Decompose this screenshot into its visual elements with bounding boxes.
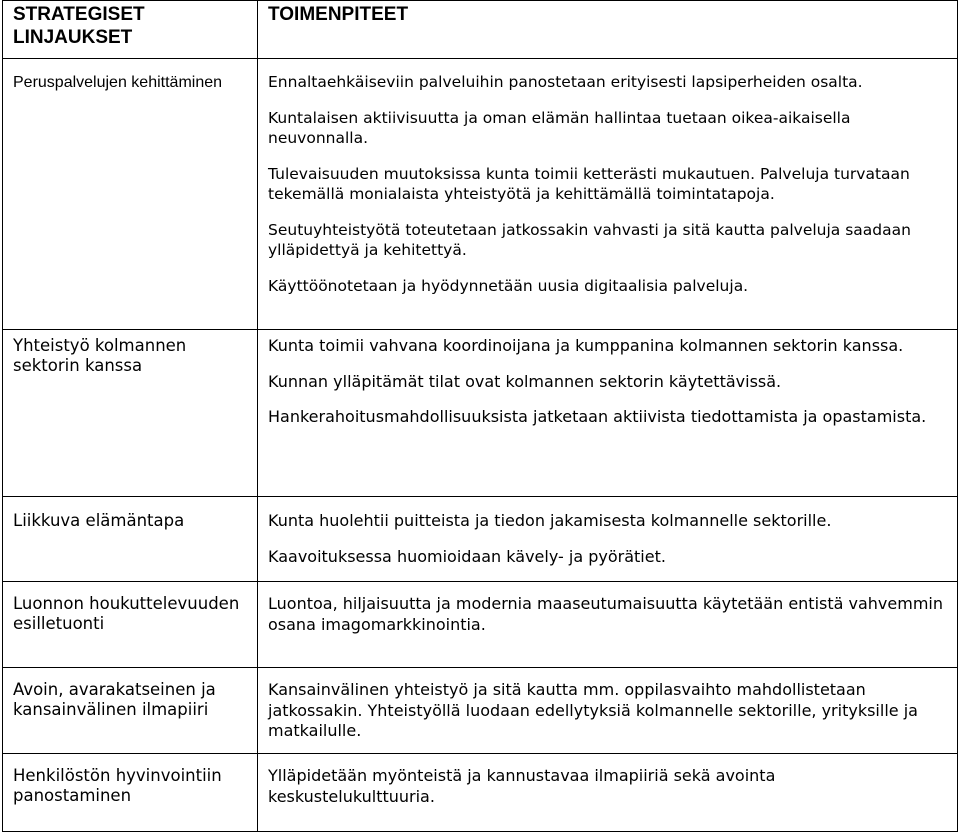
row-actions (258, 59, 958, 330)
row-label-luonnon: Luonnon houkuttelevuuden esilletuonti (3, 582, 258, 668)
action-item: Seutuyhteistyötä toteutetaan jatkossakin vahvasti ja sitä kautta palveluja saadaan ylläpidettyä ja kehitettyä. (268, 220, 911, 259)
action-item: Kuntalaisen aktiivisuutta ja oman elämän hallintaa tuetaan oikea-aikaisella neuvonnalla. (268, 108, 851, 147)
action-item: Käyttöönotetaan ja hyödynnetään uusia digitaalisia palveluja. (268, 276, 749, 295)
table-row (3, 582, 958, 668)
header-toimenpiteet: TOIMENPITEET (258, 1, 958, 59)
row-actions (258, 668, 958, 754)
action-item: Kunnan ylläpitämät tilat ovat kolmannen sektorin käytettävissä. (268, 371, 782, 391)
table-row (3, 668, 958, 754)
table-row (3, 754, 958, 832)
action-item: Luontoa, hiljaisuutta ja modernia maaseutumaisuutta käytetään entistä vahvemmin osana imagomarkkinointia. (268, 594, 943, 634)
row-actions (258, 754, 958, 832)
table-row (3, 59, 958, 330)
action-item: Kunta huolehtii puitteista ja tiedon jakamisesta kolmannelle sektorille. (268, 511, 832, 530)
action-item: Kunta toimii vahvana koordinoijana ja kumppanina kolmannen sektorin kanssa. (268, 336, 904, 355)
action-item: Ennaltaehkäiseviin palveluihin panostetaan erityisesti lapsiperheiden osalta. (268, 73, 863, 91)
row-label-avoin: Avoin, avarakatseinen ja kansainvälinen ilmapiiri (3, 668, 258, 754)
action-item: Kaavoituksessa huomioidaan kävely- ja pyörätiet. (268, 546, 666, 566)
action-item: Tulevaisuuden muutoksissa kunta toimii ketterästi mukautuen. Palveluja turvataan tekemällä monialaista yhteistyötä ja kehittämällä toimintatapoja. (268, 164, 910, 203)
row-label-yhteistyo: Yhteistyö kolmannen sektorin kanssa (3, 330, 258, 497)
table-header-row (3, 1, 958, 59)
row-label-peruspalvelujen: Peruspalvelujen kehittäminen (3, 59, 258, 330)
row-actions (258, 497, 958, 582)
action-item: Kansainvälinen yhteistyö ja sitä kautta mm. oppilasvaihto mahdollistetaan jatkossakin. Yhteistyöllä luodaan edellytyksiä kolmannelle sektorille, yrityksille ja matkailulle. (268, 680, 918, 740)
row-label-liikkuva: Liikkuva elämäntapa (3, 497, 258, 582)
table-row (3, 330, 958, 497)
strategy-table (2, 0, 958, 832)
row-actions (258, 330, 958, 497)
action-item: Hankerahoitusmahdollisuuksista jatketaan aktiivista tiedottamista ja opastamista. (268, 407, 927, 426)
row-label-henkilosto: Henkilöstön hyvinvointiin panostaminen (3, 754, 258, 832)
row-actions (258, 582, 958, 668)
table-row (3, 497, 958, 582)
action-item: Ylläpidetään myönteistä ja kannustavaa ilmapiiriä sekä avointa keskustelukulttuuria. (268, 766, 776, 806)
header-strategiset-linjaukset: STRATEGISET LINJAUKSET (3, 1, 258, 59)
